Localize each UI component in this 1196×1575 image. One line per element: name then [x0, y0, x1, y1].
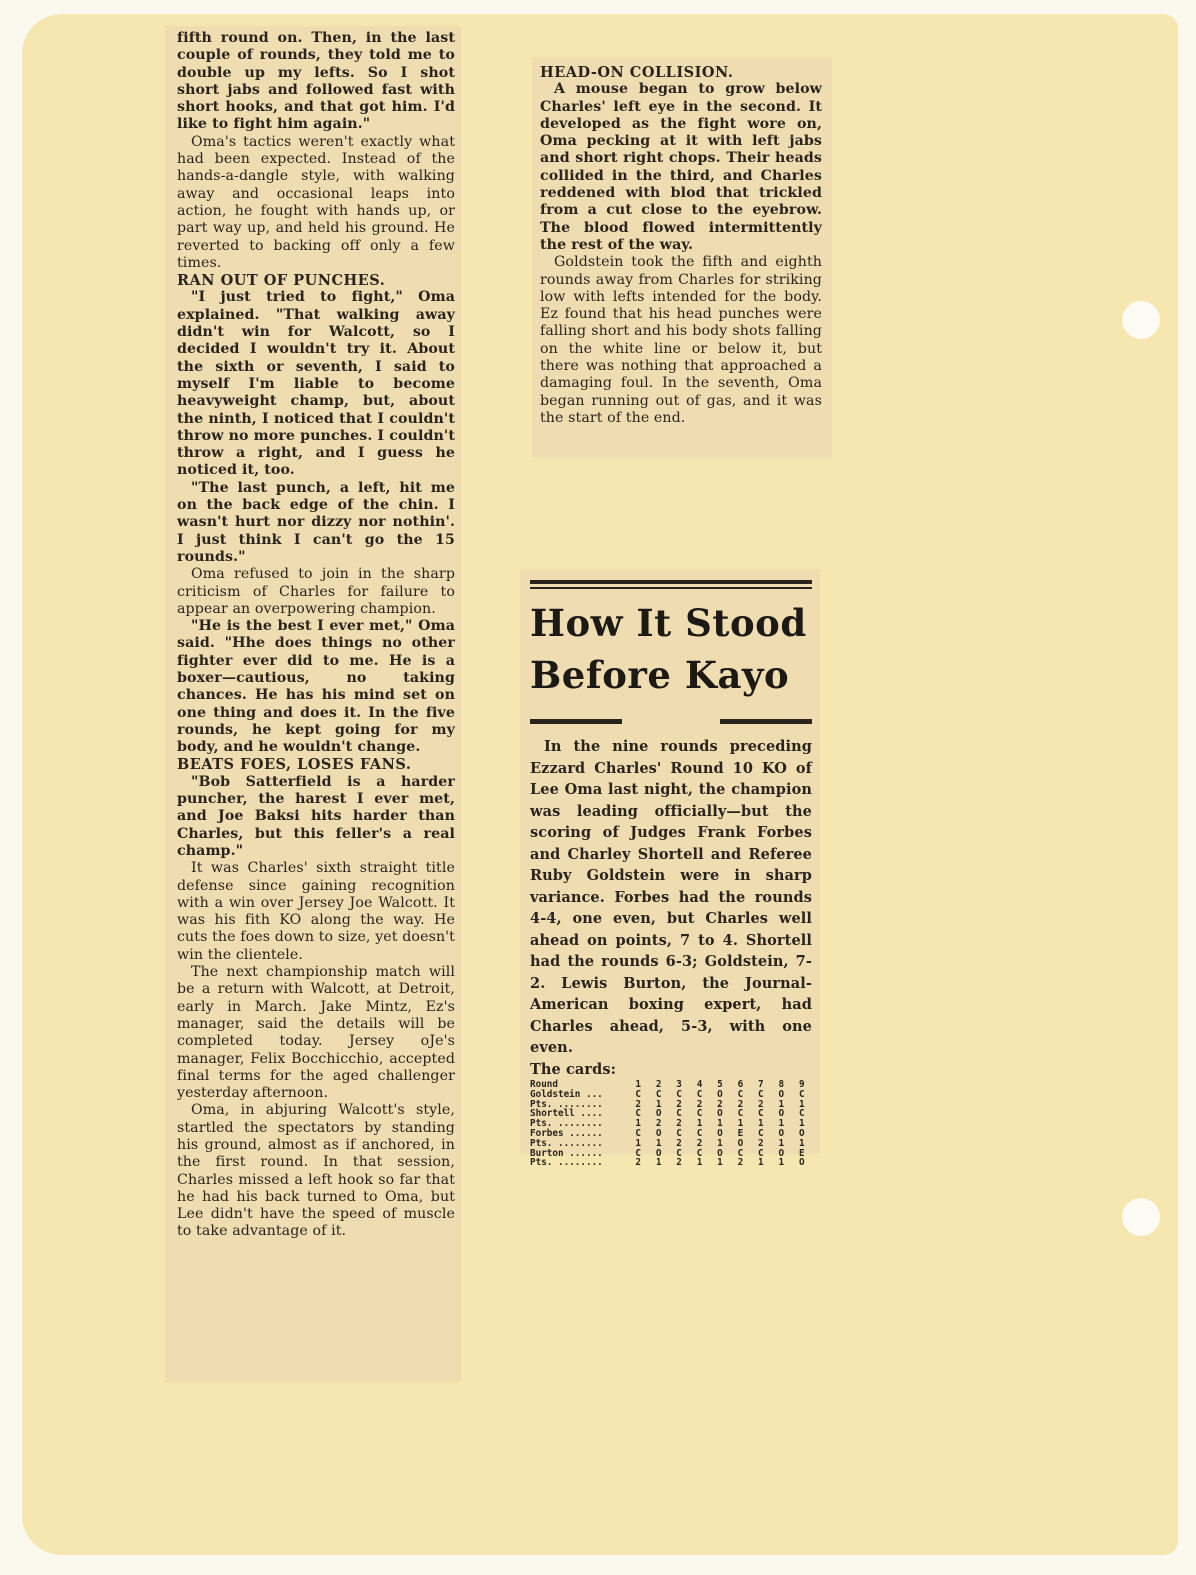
column-header: 4: [696, 1079, 703, 1090]
table-cell: 1: [635, 1118, 642, 1130]
table-cell: C: [635, 1147, 642, 1159]
table-cell: C: [737, 1108, 744, 1120]
row-label: Shortell ....: [530, 1108, 603, 1120]
table-cell: 1: [655, 1137, 662, 1149]
table-cell: 2: [676, 1098, 682, 1110]
subheading-ran-out-of-punches: RAN OUT OF PUNCHES.: [177, 272, 386, 290]
table-cell: 1: [778, 1118, 785, 1130]
table-cell: 2: [758, 1137, 764, 1149]
table-cell: O: [778, 1108, 785, 1120]
row-label: Goldstein ...: [530, 1088, 603, 1100]
table-cell: 2: [655, 1118, 662, 1130]
table-cell: O: [778, 1088, 785, 1100]
table-cell: 1: [635, 1137, 642, 1149]
scorecards-table: [530, 1080, 812, 1168]
binder-hole-bottom: [1122, 1198, 1160, 1236]
column-header: 1: [635, 1079, 642, 1090]
table-cell: E: [737, 1127, 744, 1139]
table-cell: 2: [696, 1137, 703, 1149]
table-cell: O: [717, 1147, 723, 1159]
table-cell: C: [655, 1088, 662, 1100]
column-header: 5: [717, 1079, 723, 1090]
box-paragraph: In the nine rounds preceding Ezzard Charles' Round 10 KO of Lee Oma last night, the champion was leading officially—but the scoring of Judges Frank Forbes and Charley Shortell and Referee Ruby Goldstein were in sharp variance. Forbes had the rounds 4-4, one even, but Charles well ahead on points, 7 to 4. Shortell had the rounds 6-3; Goldstein, 7-2. Lewis Burton, the Journal-American boxing expert, had Charles ahead, 5-3, with one even.: [530, 738, 812, 1056]
row-label: Burton ......: [530, 1147, 603, 1159]
table-cell: C: [635, 1108, 642, 1120]
article-paragraph: Oma refused to join in the sharp criticism of Charles for failure to appear an overpowering champion.: [177, 566, 455, 617]
headline-line-2: Before Kayo: [530, 653, 790, 697]
column-header-round: Round: [530, 1079, 558, 1090]
table-cell: 1: [778, 1137, 785, 1149]
table-cell: O: [655, 1127, 662, 1139]
column-header: 7: [758, 1079, 764, 1090]
column-header: 3: [676, 1079, 682, 1090]
table-cell: C: [758, 1108, 764, 1120]
table-cell: 2: [635, 1157, 642, 1169]
column-header: 2: [655, 1079, 662, 1090]
row-label: Pts. ........: [530, 1118, 603, 1130]
table-cell: O: [798, 1157, 805, 1169]
table-cell: 1: [717, 1137, 723, 1149]
headline-divider: [530, 719, 812, 724]
table-cell: O: [717, 1088, 723, 1100]
table-cell: 2: [696, 1098, 703, 1110]
article-clipping-right-top: [532, 58, 832, 458]
table-cell: O: [778, 1127, 785, 1139]
column-header: 6: [737, 1079, 744, 1090]
table-cell: 1: [717, 1118, 723, 1130]
table-cell: C: [696, 1127, 703, 1139]
table-cell: 2: [635, 1098, 642, 1110]
article-paragraph: fifth round on. Then, in the last couple of rounds, they told me to double up my lefts. So I shot short jabs and followed fast with short hooks, and that got him. I'd like to fight him again.": [177, 30, 455, 133]
table-cell: C: [758, 1147, 764, 1159]
article-paragraph: The next championship match will be a return with Walcott, at Detroit, early in March. Jake Mintz, Ez's manager, said the details will be completed today. Jersey oJe's manager, Felix Bocchicchio, accepted final terms for the aged challenger yesterday afternoon.: [177, 964, 455, 1102]
binder-hole-top: [1122, 301, 1160, 339]
table-cell: 1: [655, 1157, 662, 1169]
table-row: [530, 1158, 812, 1168]
article-paragraph: Oma's tactics weren't exactly what had been expected. Instead of the hands-a-dangle style, with walking away and occasional leaps into action, he fought with hands up, or part way up, and held his ground. He reverted to backing off only a few times.: [177, 133, 455, 271]
headline-line-1: How It Stood: [530, 601, 807, 645]
table-cell: 1: [696, 1118, 703, 1130]
table-cell: 2: [676, 1137, 682, 1149]
table-cell: O: [655, 1147, 662, 1159]
table-cell: C: [696, 1147, 703, 1159]
cards-label: The cards:: [530, 1060, 617, 1078]
table-cell: C: [696, 1088, 703, 1100]
table-cell: 1: [737, 1118, 744, 1130]
table-cell: O: [655, 1108, 662, 1120]
article-paragraph: Goldstein took the fifth and eighth rounds away from Charles for striking low with lefts intended for the body. Ez found that his head punches were falling short and his body shots falling on the white line or below it, but there was nothing that approached a damaging foul. In the seventh, Oma began running out of gas, and it was the start of the end.: [540, 254, 822, 426]
table-cell: O: [717, 1108, 723, 1120]
table-cell: C: [798, 1108, 805, 1120]
table-cell: 1: [778, 1157, 785, 1169]
table-cell: 1: [798, 1098, 805, 1110]
table-cell: O: [778, 1147, 785, 1159]
table-cell: 2: [676, 1157, 682, 1169]
article-paragraph: "The last punch, a left, hit me on the back edge of the chin. I wasn't hurt nor dizzy nor nothin'. I just think I can't go the 15 rounds.": [177, 479, 455, 565]
table-cell: 1: [778, 1098, 785, 1110]
article-paragraph: It was Charles' sixth straight title defense since gaining recognition with a win over Jersey Joe Walcott. It was his fith KO along the way. He cuts the foes down to size, yet doesn't win the clientele.: [177, 860, 455, 963]
table-cell: 2: [737, 1157, 744, 1169]
table-cell: E: [798, 1147, 805, 1159]
table-cell: 1: [655, 1098, 662, 1110]
row-label: Pts. ........: [530, 1137, 603, 1149]
table-cell: C: [737, 1147, 744, 1159]
table-cell: C: [758, 1088, 764, 1100]
table-cell: O: [737, 1137, 744, 1149]
table-cell: O: [717, 1127, 723, 1139]
table-cell: 2: [676, 1118, 682, 1130]
table-cell: C: [676, 1108, 682, 1120]
table-cell: 1: [798, 1118, 805, 1130]
table-cell: 1: [758, 1157, 764, 1169]
table-cell: 1: [798, 1137, 805, 1149]
table-cell: C: [676, 1147, 682, 1159]
table-cell: O: [798, 1127, 805, 1139]
top-rule-thin: [530, 587, 812, 589]
row-label: Forbes ......: [530, 1127, 603, 1139]
article-paragraph: Oma, in abjuring Walcott's style, startled the spectators by standing his ground, almost as if anchored, in the first round. In that session, Charles missed a left hook so far that he had his back turned to Oma, but Lee didn't have the speed of muscle to take advantage of it.: [177, 1102, 455, 1240]
article-paragraph: "Bob Satterfield is a harder puncher, the harest I ever met, and Joe Baksi hits harder than Charles, but this feller's a real champ.": [177, 773, 455, 859]
table-cell: C: [635, 1127, 642, 1139]
table-cell: C: [696, 1108, 703, 1120]
article-clipping-left: [165, 26, 461, 1382]
article-paragraph: A mouse began to grow below Charles' left eye in the second. It developed as the fight wore on, Oma pecking at it with left jabs and short right chops. Their heads collided in the third, and Charles reddened with blod that trickled from a cut close to the eyebrow. The blood flowed intermittently the rest of the way.: [540, 81, 822, 253]
column-header: 8: [778, 1079, 785, 1090]
table-cell: C: [737, 1088, 744, 1100]
subheading-head-on-collision: HEAD-ON COLLISION.: [540, 64, 734, 81]
table-cell: C: [635, 1088, 642, 1100]
table-cell: 1: [696, 1157, 703, 1169]
top-rule: [530, 580, 812, 584]
article-paragraph: "I just tried to fight," Oma explained. "That walking away didn't win for Walcott, so I decided I wouldn't try it. About the sixth or seventh, I said to myself I'm liable to become heavyweight champ, but, about the ninth, I noticed that I couldn't throw no more punches. I couldn't throw a right, and I guess he noticed it, too.: [177, 289, 455, 479]
table-cell: 1: [717, 1157, 723, 1169]
table-cell: 2: [737, 1098, 744, 1110]
table-cell: C: [798, 1088, 805, 1100]
table-cell: C: [758, 1127, 764, 1139]
row-label: Pts. ........: [530, 1098, 603, 1110]
table-cell: 2: [758, 1098, 764, 1110]
table-cell: 2: [717, 1098, 723, 1110]
how-it-stood-box: [520, 570, 820, 1169]
subheading-beats-foes: BEATS FOES, LOSES FANS.: [177, 756, 412, 774]
article-paragraph: "He is the best I ever met," Oma said. "Hhe does things no other fighter ever did to me. He is a boxer—cautious, no taking chances. He has his mind set on one thing and does it. In the five rounds, he kept going for my body, and he wouldn't change.: [177, 618, 455, 756]
column-header: 9: [798, 1079, 805, 1090]
table-cell: C: [676, 1088, 682, 1100]
table-cell: C: [676, 1127, 682, 1139]
row-label: Pts. ........: [530, 1157, 603, 1169]
table-cell: 1: [758, 1118, 764, 1130]
